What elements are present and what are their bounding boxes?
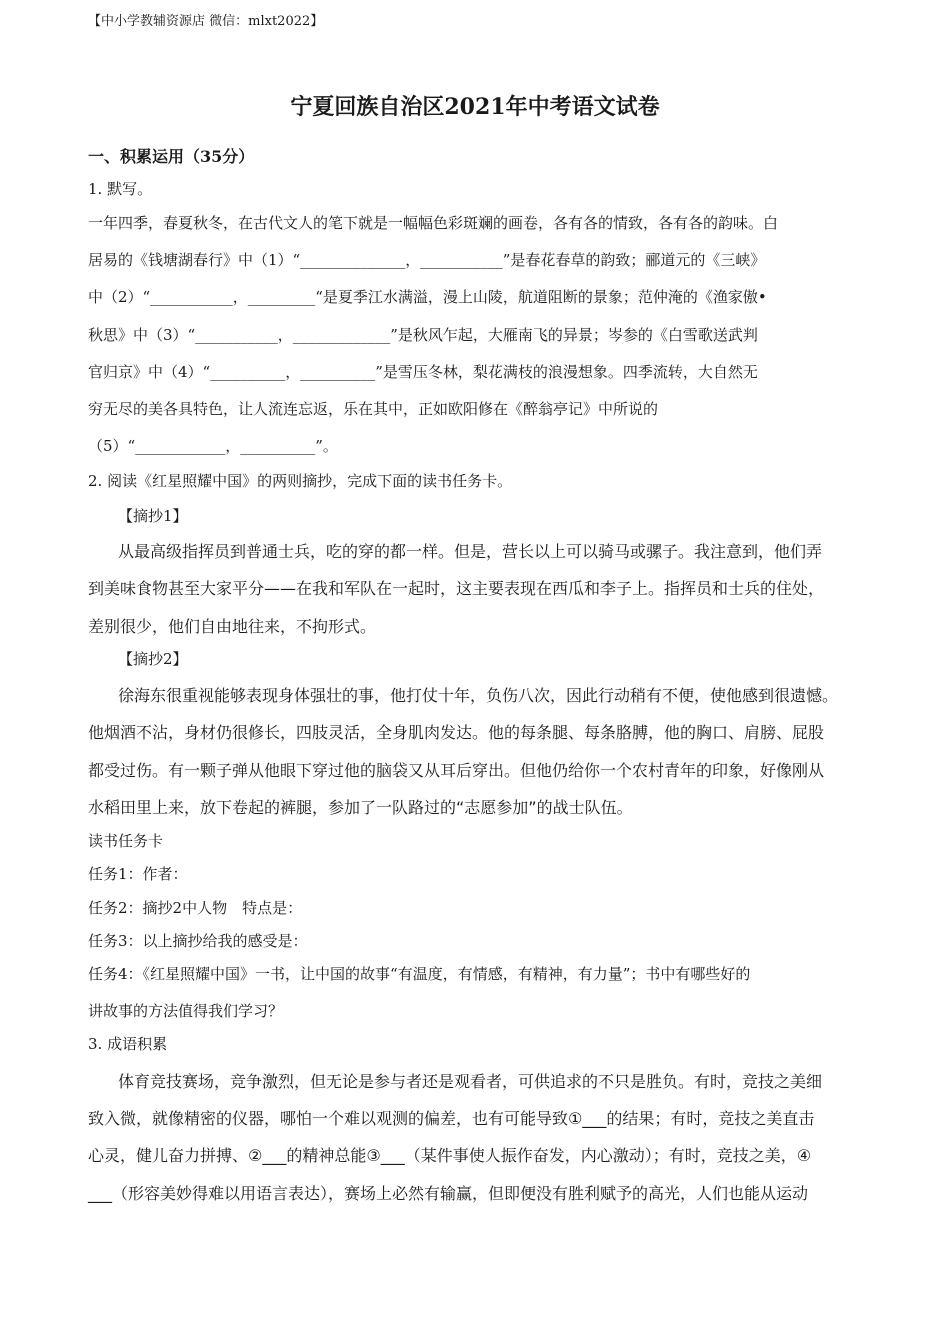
q1-line: 穷无尽的美各具特色，让人流连忘返，乐在其中，正如欧阳修在《醉翁亭记》中所说的 (88, 400, 659, 418)
excerpt-line: 徐海东很重视能够表现身体强壮的事，他打仗十年，负伤八次，因此行动稍有不便，使他感到很遗憾。 (118, 686, 839, 705)
task-item: 任务4：《红星照耀中国》一书，让中国的故事“有温度，有情感，有精神，有力量”；书中有哪些好的 (88, 965, 751, 983)
q1-line: 中（2）“___________，_________“是夏季江水满溢，漫上山陵，航道阻断的景象；范仲淹的《渔家傲• (88, 288, 767, 306)
question-label: 2. 阅读《红星照耀中国》的两则摘抄，完成下面的读书任务卡。 (88, 472, 513, 490)
q1-line: 秋思》中（3）“___________，_____________”是秋风乍起，大雁南飞的异景；岑参的《白雪歌送武判 (88, 326, 758, 344)
section-heading: 一、积累运用（35分） (88, 147, 255, 166)
q1-line: （5）“____________，__________”。 (88, 437, 338, 455)
excerpt-line: 水稻田里上来，放下卷起的裤腿，参加了一队路过的“志愿参加”的战士队伍。 (88, 798, 633, 817)
task-card-title: 读书任务卡 (88, 832, 164, 850)
q3-line: 体育竞技赛场，竞争激烈，但无论是参与者还是观看者，可供追求的不只是胜负。有时，竞技之美细 (118, 1072, 823, 1091)
excerpt-line: 都受过伤。有一颗子弹从他眼下穿过他的脑袋又从耳后穿出。但他仍给你一个农村青年的印象，好像刚从 (88, 761, 825, 780)
task-item: 任务1：作者： (88, 865, 188, 883)
q1-line: 官归京》中（4）“__________，__________”是雪压冬林，梨花满枝的浪漫想象。四季流转，大自然无 (88, 363, 758, 381)
excerpt-label: 【摘抄1】 (118, 507, 188, 525)
q3-line: ___（形容美妙得难以用语言表达），赛场上必然有输赢，但即便没有胜利赋予的高光，人们也能从运动 (88, 1184, 809, 1203)
page-header: 【中小学教辅资源店 微信：mlxt2022】 (88, 14, 324, 29)
task-item: 任务3：以上摘抄给我的感受是： (88, 932, 308, 950)
excerpt-label: 【摘抄2】 (118, 650, 188, 668)
q1-line: 一年四季，春夏秋冬，在古代文人的笔下就是一幅幅色彩斑斓的画卷，各有各的情致，各有各的韵味。白 (88, 214, 779, 232)
question-label: 1. 默写。 (88, 180, 153, 198)
q3-line: 心灵，健儿奋力拼搏、②___的精神总能③___（某件事使人振作奋发，内心激动）；有时，竞技之美，④ (88, 1146, 812, 1165)
excerpt-line: 差别很少，他们自由地往来，不拘形式。 (88, 617, 377, 636)
excerpt-line: 到美味食物甚至大家平分——在我和军队在一起时，这主要表现在西瓜和李子上。指挥员和士兵的住处， (88, 579, 825, 598)
page-title: 宁夏回族自治区2021年中考语文试卷 (290, 94, 660, 120)
excerpt-line: 他烟酒不沾，身材仍很修长，四肢灵活，全身肌肉发达。他的每条腿、每条胳膊，他的胸口、肩膀、屁股 (88, 723, 825, 742)
task-item: 任务2：摘抄2中人物 特点是： (88, 899, 303, 917)
question-label: 3. 成语积累 (88, 1035, 168, 1053)
task-item: 讲故事的方法值得我们学习？ (88, 1002, 284, 1020)
q3-line: 致入微，就像精密的仪器，哪怕一个难以观测的偏差，也有可能导致①___的结果；有时，竞技之美直击 (88, 1109, 815, 1128)
q1-line: 居易的《钱塘湖春行》中（1）“______________，___________”是春花春草的韵致；郦道元的《三峡》 (88, 251, 766, 269)
excerpt-line: 从最高级指挥员到普通士兵，吃的穿的都一样。但是，营长以上可以骑马或骡子。我注意到，他们弄 (118, 542, 823, 561)
